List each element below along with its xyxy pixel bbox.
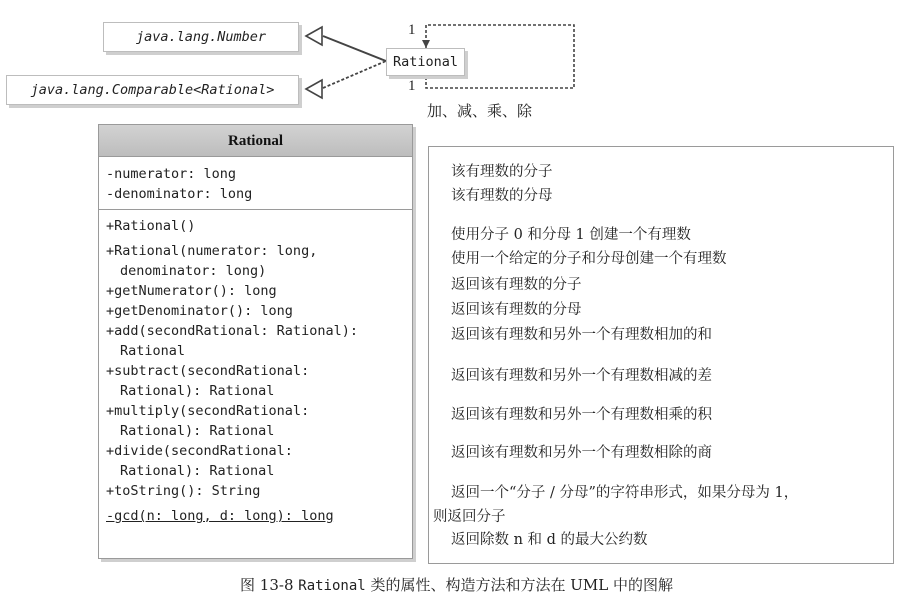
caption-class-name: Rational — [298, 578, 366, 594]
desc-denominator: 该有理数的分母 — [451, 188, 553, 204]
op-subtract-cont: Rational): Rational — [120, 383, 275, 399]
op-to-string: +toString(): String — [106, 483, 261, 499]
multiplicity-top: 1 — [408, 22, 416, 38]
arithmetic-operations-label: 加、减、乘、除 — [427, 102, 533, 120]
extends-number-arrowhead — [306, 27, 322, 45]
op-ctor-default: +Rational() — [106, 218, 196, 234]
multiplicity-bottom: 1 — [408, 78, 416, 94]
desc-subtract: 返回该有理数和另外一个有理数相减的差 — [451, 368, 712, 384]
desc-numerator: 该有理数的分子 — [451, 164, 553, 180]
extends-number-line — [323, 36, 386, 61]
op-get-denominator: +getDenominator(): long — [106, 303, 293, 319]
desc-get-denominator: 返回该有理数的分母 — [451, 302, 582, 318]
implements-comparable-arrowhead — [306, 80, 322, 98]
op-divide-cont: Rational): Rational — [120, 463, 275, 479]
self-association-arrowhead — [422, 40, 430, 48]
desc-multiply: 返回该有理数和另外一个有理数相乘的积 — [451, 407, 712, 423]
desc-to-string-cont: 则返回分子 — [433, 509, 506, 525]
op-subtract: +subtract(secondRational: — [106, 363, 310, 379]
op-multiply-cont: Rational): Rational — [120, 423, 275, 439]
op-gcd: -gcd(n: long, d: long): long — [106, 508, 334, 524]
uml-attributes — [99, 157, 412, 210]
desc-ctor-args: 使用一个给定的分子和分母创建一个有理数 — [451, 251, 727, 267]
rational-class-box-small: Rational — [386, 48, 465, 76]
op-ctor-args: +Rational(numerator: long, — [106, 243, 318, 259]
op-add: +add(secondRational: Rational): — [106, 323, 358, 339]
op-add-cont: Rational — [120, 343, 186, 359]
desc-get-numerator: 返回该有理数的分子 — [451, 277, 582, 293]
number-class-box: java.lang.Number — [103, 22, 299, 52]
desc-add: 返回该有理数和另外一个有理数相加的和 — [451, 327, 712, 343]
uml-operations — [99, 210, 412, 526]
comparable-interface-box: java.lang.Comparable<Rational> — [6, 75, 299, 105]
implements-comparable-line — [323, 61, 386, 88]
caption-figure-number: 图 13-8 — [240, 576, 294, 594]
op-get-numerator: +getNumerator(): long — [106, 283, 277, 299]
caption-text: 类的属性、构造方法和方法在 UML 中的图解 — [370, 576, 673, 594]
descriptions-panel — [428, 146, 894, 564]
op-multiply: +multiply(secondRational: — [106, 403, 310, 419]
attr-denominator: -denominator: long — [106, 186, 253, 202]
attr-numerator: -numerator: long — [106, 166, 237, 182]
op-ctor-args-cont: denominator: long) — [120, 263, 267, 279]
op-divide: +divide(secondRational: — [106, 443, 293, 459]
desc-gcd: 返回除数 n 和 d 的最大公约数 — [451, 532, 648, 548]
figure-caption — [0, 574, 913, 595]
rational-uml-class — [98, 124, 413, 559]
uml-class-name: Rational — [99, 125, 412, 157]
desc-to-string: 返回一个“分子 / 分母”的字符串形式，如果分母为 1， — [451, 485, 799, 501]
desc-divide: 返回该有理数和另外一个有理数相除的商 — [451, 445, 712, 461]
desc-ctor-default: 使用分子 0 和分母 1 创建一个有理数 — [451, 227, 691, 243]
